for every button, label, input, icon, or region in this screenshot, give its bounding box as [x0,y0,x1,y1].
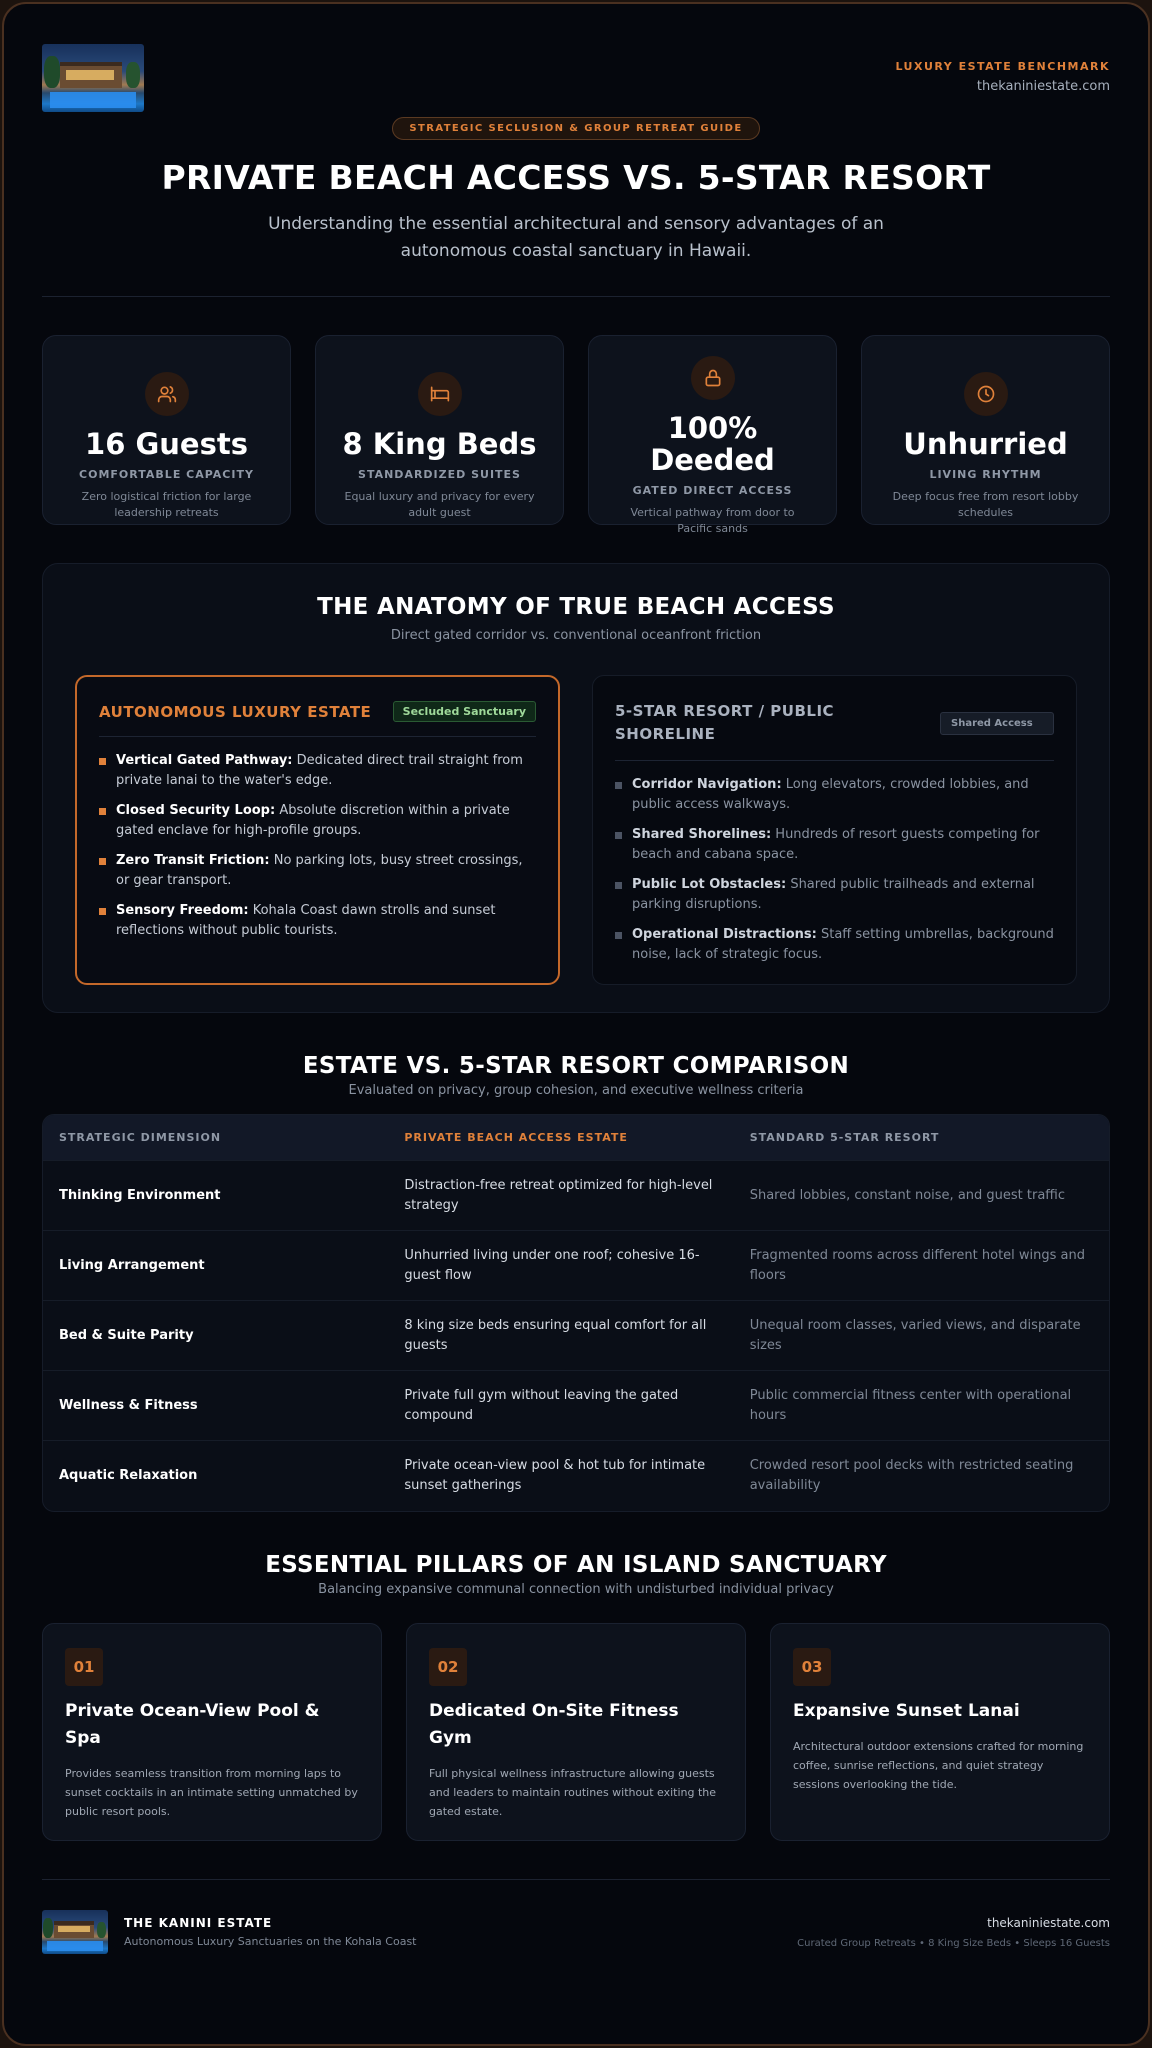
column-header: STANDARD 5-STAR RESORT [749,1130,940,1144]
pillar-number: 01 [65,1648,103,1686]
stat-card-guests [42,335,291,525]
table-cell: Crowded resort pool decks with restricted seating availability [749,1458,1074,1493]
footer-divider [42,1879,1110,1880]
comparison-section [42,1053,1110,1512]
bullet-icon [615,932,622,939]
table-row [43,1161,1109,1231]
table-row [43,1441,1109,1511]
table-cell: Wellness & Fitness [59,1397,198,1413]
pillar-title: Expansive Sunset Lanai [793,1701,1020,1721]
pillar-card [770,1623,1110,1841]
table-cell: Unhurried living under one roof; cohesive 16-guest flow [404,1247,700,1283]
stat-desc: Equal luxury and privacy for every adult guest [344,490,535,519]
resort-card-header [615,700,1054,761]
comparison-table [42,1114,1110,1512]
estate-card [75,675,560,985]
eyebrow-label: LUXURY ESTATE BENCHMARK [895,60,1110,73]
shared-badge: Shared Access [940,712,1054,735]
pillar-card [42,1623,382,1841]
bullet-icon [99,758,106,765]
hero [42,116,1110,265]
list-item: Zero Transit Friction: No parking lots, busy street crossings, or gear transport. [99,851,536,891]
table-cell: 8 king size beds ensuring equal comfort for all guests [404,1317,707,1353]
resort-feature-list [615,775,1054,965]
pillar-desc: Provides seamless transition from morning laps to sunset cocktails in an intimate setting unmatched by public resort pools. [65,1767,358,1818]
estate-logo-photo[interactable] [42,44,144,112]
stat-label: STANDARDIZED SUITES [358,468,521,481]
estate-card-title: AUTONOMOUS LUXURY ESTATE [99,702,372,721]
section-title: THE ANATOMY OF TRUE BEACH ACCESS [317,594,835,620]
estate-card-header [99,701,536,737]
stat-card-rhythm [861,335,1110,525]
stat-value: 100% Deeded [650,411,775,477]
stat-value: Unhurried [903,427,1068,461]
bullet-icon [615,832,622,839]
table-cell: Fragmented rooms across different hotel wings and floors [749,1247,1086,1283]
anatomy-section [42,563,1110,1013]
divider [42,296,1110,297]
stat-card-beds [315,335,564,525]
pillar-card [406,1623,746,1841]
list-item: Public Lot Obstacles: Shared public trailheads and external parking disruptions. [615,875,1054,915]
bullet-icon [99,808,106,815]
lock-icon [691,356,735,400]
pillar-title: Private Ocean-View Pool & Spa [65,1701,320,1748]
footer [42,1910,1110,1954]
list-item: Closed Security Loop: Absolute discretion within a private gated enclave for high-profile groups. [99,801,536,841]
stats-row [42,335,1110,535]
footer-logo-photo[interactable] [42,1910,108,1954]
table-cell: Unequal room classes, varied views, and disparate sizes [749,1317,1081,1353]
table-cell: Public commercial fitness center with operational hours [749,1387,1072,1423]
page-subtitle: Understanding the essential architectural and sensory advantages of an autonomous coastal sanctuary in Hawaii. [268,214,884,261]
list-item: Shared Shorelines: Hundreds of resort guests competing for beach and cabana space. [615,825,1054,865]
table-row [43,1301,1109,1371]
table-cell: Shared lobbies, constant noise, and guest traffic [749,1187,1066,1203]
guide-pill: STRATEGIC SECLUSION & GROUP RETREAT GUIDE [392,117,759,140]
footer-info [797,1916,1110,1949]
pillar-desc: Full physical wellness infrastructure allowing guests and leaders to maintain routines without exiting the gated estate. [429,1767,717,1818]
bed-icon [418,372,462,416]
list-item: Corridor Navigation: Long elevators, crowded lobbies, and public access walkways. [615,775,1054,815]
table-header [43,1115,1109,1161]
footer-brand [42,1910,417,1954]
bullet-icon [615,882,622,889]
page-title: PRIVATE BEACH ACCESS VS. 5-STAR RESORT [161,158,991,197]
stat-card-access [588,335,837,535]
pillar-number: 02 [429,1648,467,1686]
section-subtitle: Balancing expansive communal connection with undisturbed individual privacy [318,1582,834,1597]
estate-feature-list [99,751,536,941]
stat-desc: Zero logistical friction for large leadership retreats [81,490,252,519]
list-item: Operational Distractions: Staff setting umbrellas, background noise, lack of strategic focus. [615,925,1054,965]
column-header: PRIVATE BEACH ACCESS ESTATE [404,1130,628,1144]
pillars-section [42,1552,1110,1841]
table-cell: Living Arrangement [59,1257,205,1273]
bullet-icon [99,908,106,915]
clock-icon [964,372,1008,416]
table-row [43,1371,1109,1441]
stat-value: 8 King Beds [342,427,537,461]
table-cell: Private full gym without leaving the gated compound [404,1387,679,1423]
pillar-title: Dedicated On-Site Fitness Gym [429,1701,679,1748]
stat-desc: Deep focus free from resort lobby schedules [892,490,1079,519]
table-cell: Aquatic Relaxation [59,1468,198,1483]
stat-desc: Vertical pathway from door to Pacific sands [630,506,795,535]
bullet-icon [99,858,106,865]
pillar-number: 03 [793,1648,831,1686]
top-bar [42,4,1110,116]
stat-label: COMFORTABLE CAPACITY [79,468,254,481]
footer-site-link[interactable]: thekaniniestate.com [987,1915,1110,1930]
column-header: STRATEGIC DIMENSION [59,1130,222,1144]
footer-brand-name: THE KANINI ESTATE [124,1916,273,1930]
section-subtitle: Direct gated corridor vs. conventional oceanfront friction [390,628,762,643]
section-subtitle: Evaluated on privacy, group cohesion, and executive wellness criteria [348,1083,804,1098]
stat-label: LIVING RHYTHM [929,468,1042,481]
table-row [43,1231,1109,1301]
resort-card [592,675,1077,985]
pillar-cards [42,1623,1110,1841]
list-item: Sensory Freedom: Kohala Coast dawn strolls and sunset reflections without public tourists. [99,901,536,941]
table-cell: Thinking Environment [59,1187,221,1203]
table-cell: Private ocean-view pool & hot tub for intimate sunset gatherings [404,1458,706,1493]
brand-block [895,44,1110,94]
footer-tagline: Autonomous Luxury Sanctuaries on the Kohala Coast [124,1935,417,1948]
section-title: ESTATE VS. 5-STAR RESORT COMPARISON [302,1053,850,1079]
table-cell: Distraction-free retreat optimized for high-level strategy [404,1177,713,1213]
bullet-icon [615,782,622,789]
site-link[interactable]: thekaniniestate.com [976,79,1110,94]
list-item: Vertical Gated Pathway: Dedicated direct trail straight from private lanai to the water's edge. [99,751,536,791]
stat-value: 16 Guests [85,427,248,461]
page-frame [2,2,1150,2046]
comparison-cards [43,675,1109,985]
stat-label: GATED DIRECT ACCESS [632,484,793,497]
secluded-badge: Secluded Sanctuary [393,701,536,722]
table-cell: Bed & Suite Parity [59,1327,194,1343]
footer-meta: Curated Group Retreats • 8 King Size Beds • Sleeps 16 Guests [797,1937,1110,1949]
pillar-desc: Architectural outdoor extensions crafted for morning coffee, sunrise reflections, and quiet strategy sessions overlooking the tide. [793,1740,1084,1791]
resort-card-title: 5-STAR RESORT / PUBLIC SHORELINE [615,702,835,743]
guests-icon [145,372,189,416]
section-title: ESSENTIAL PILLARS OF AN ISLAND SANCTUARY [265,1552,887,1578]
